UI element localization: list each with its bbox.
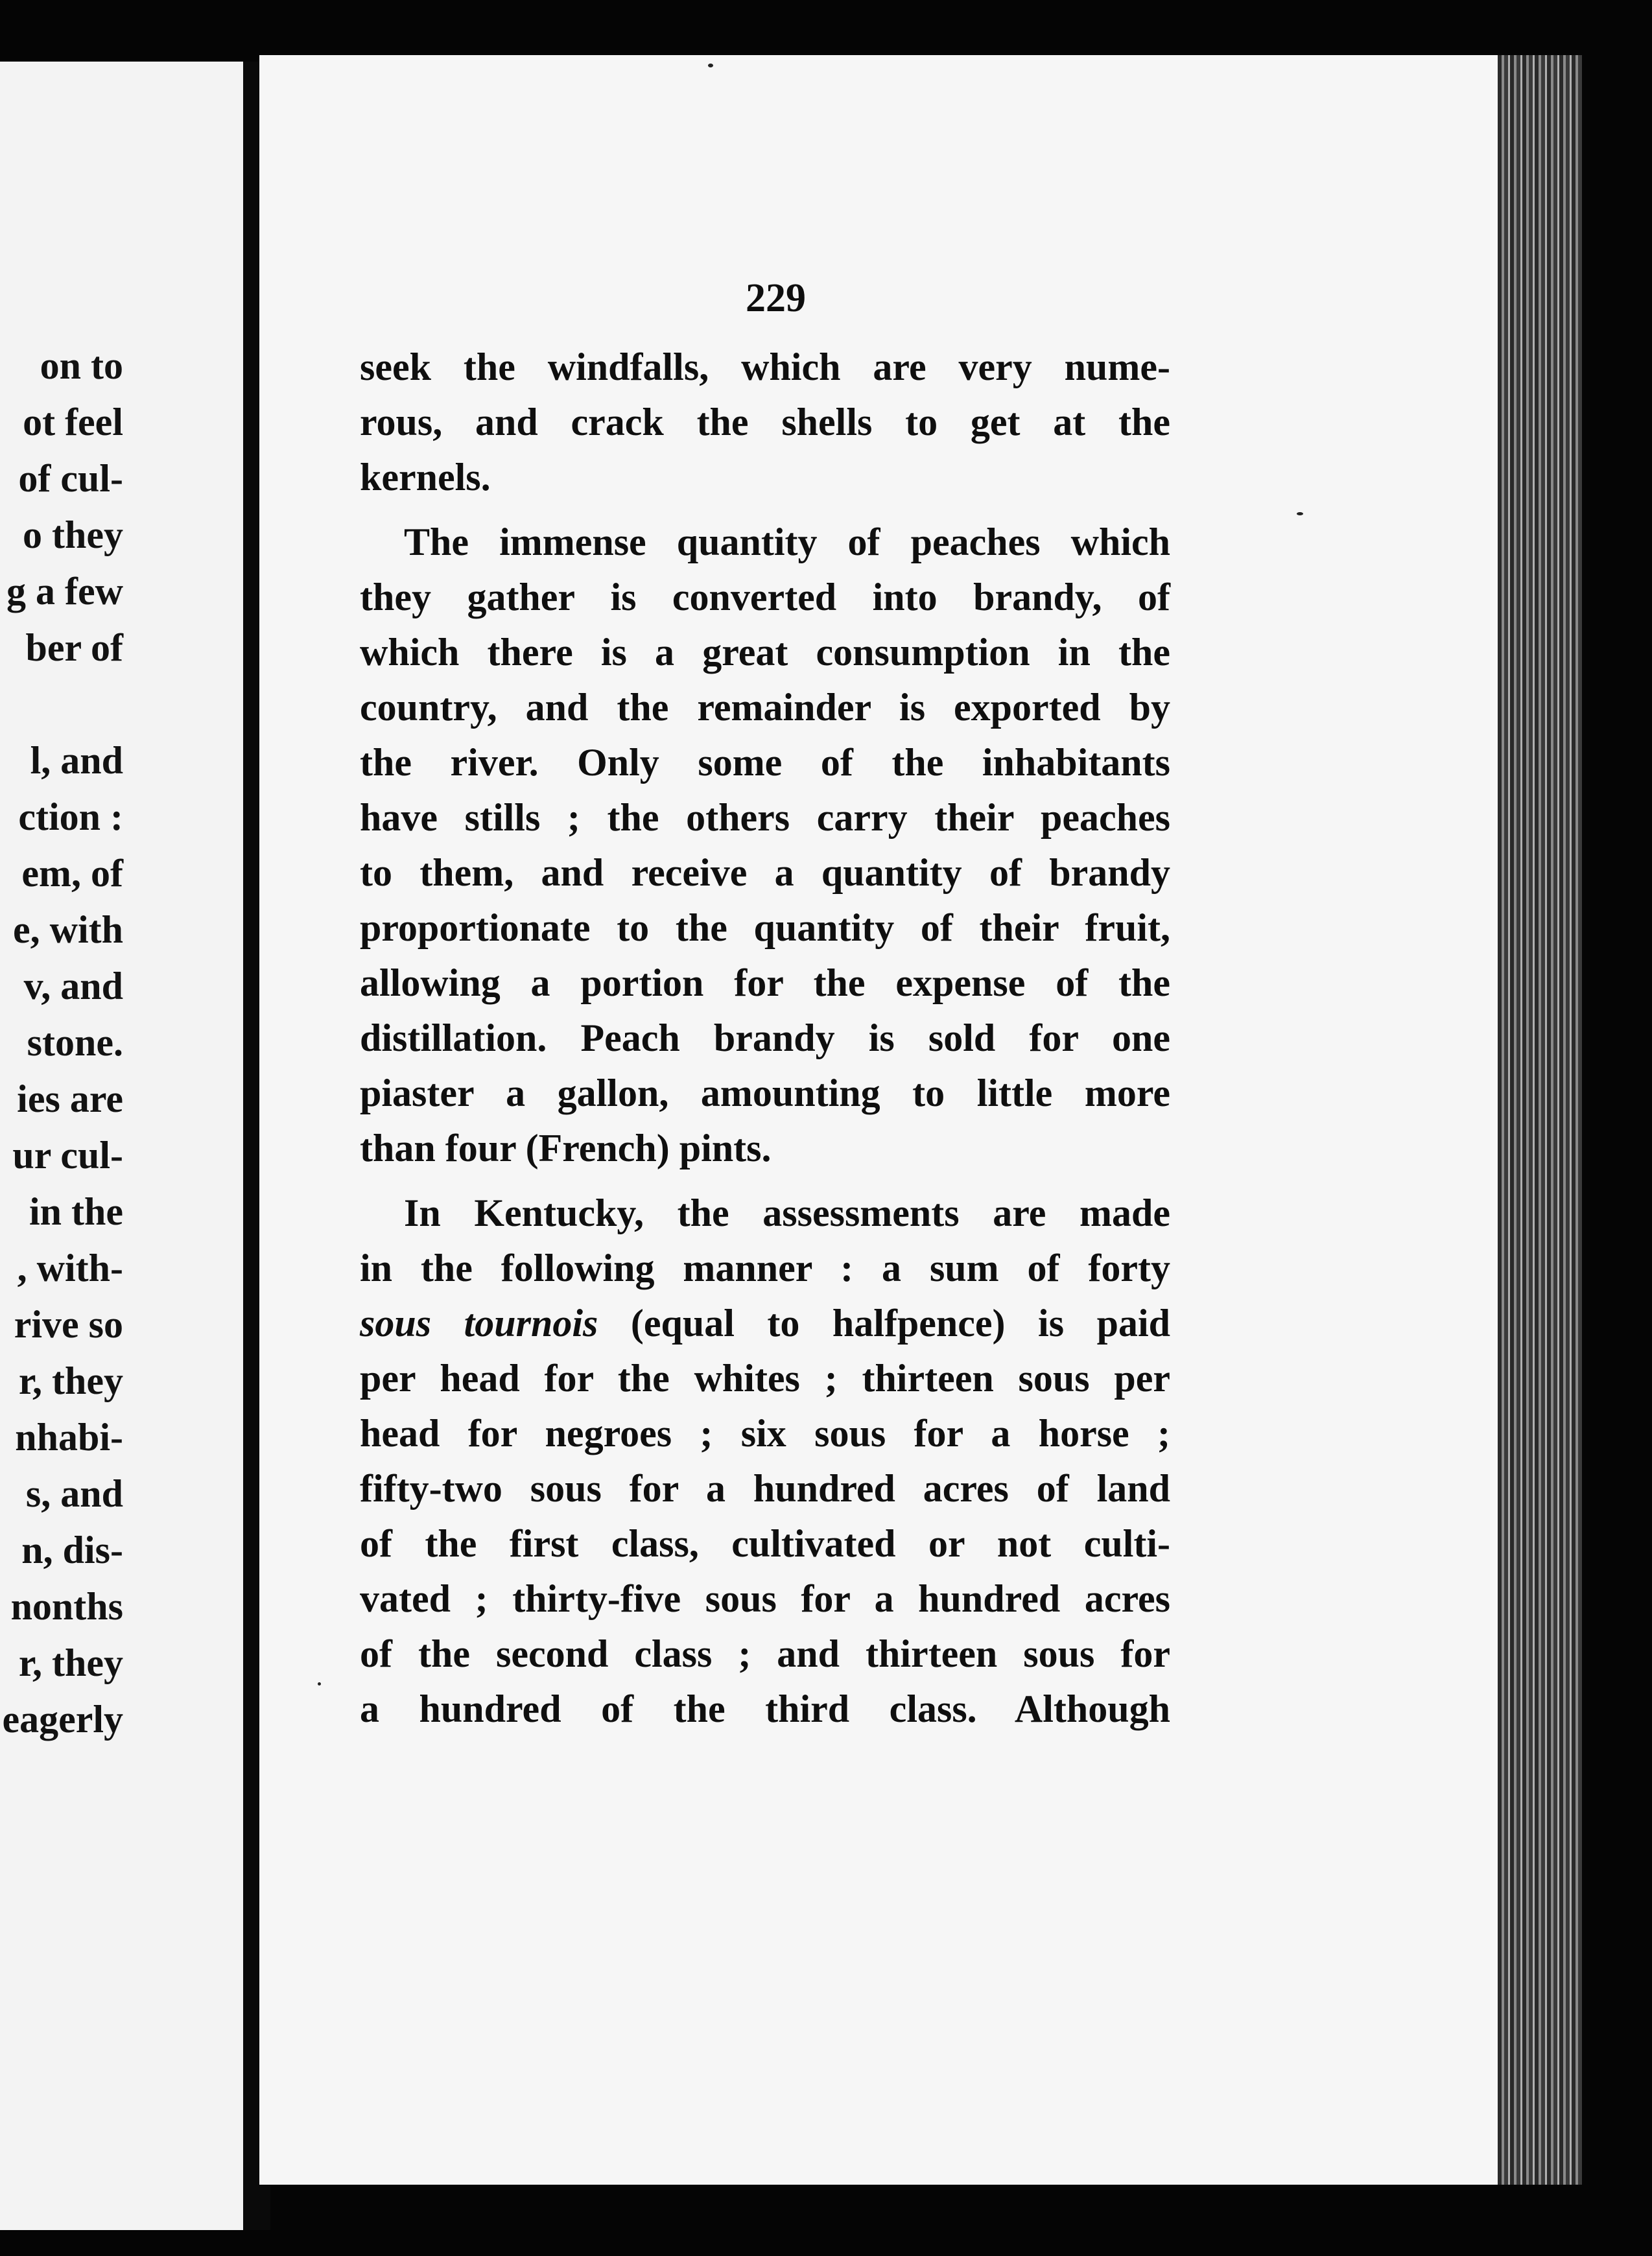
- text-line: vated ; thirty-five sous for a hundred acres: [360, 1577, 1170, 1620]
- facing-page-text-fragments: [0, 62, 243, 2230]
- facing-page-fragment: ur cul-: [12, 1134, 123, 1177]
- facing-page-fragment: , with-: [17, 1247, 123, 1289]
- text-line: head for negroes ; six sous for a horse ;: [360, 1412, 1170, 1455]
- facing-page-fragment: in the: [29, 1190, 123, 1233]
- facing-page-fragment: stone.: [27, 1021, 123, 1064]
- facing-page-fragment: s, and: [25, 1472, 123, 1515]
- italic-phrase: sous tournois: [360, 1302, 598, 1345]
- facing-page-fragment: on to: [40, 344, 123, 387]
- text-line: allowing a portion for the expense of the: [360, 961, 1170, 1004]
- facing-page-left: [0, 62, 243, 2230]
- facing-page-fragment: r, they: [18, 1641, 123, 1684]
- ink-speck: [708, 64, 713, 67]
- facing-page-fragment: ot feel: [23, 401, 123, 443]
- text-line-with-italic: sous tournois (equal to halfpence) is paid: [360, 1302, 1170, 1345]
- ink-speck: [318, 1682, 321, 1686]
- text-line: kernels.: [360, 456, 491, 499]
- text-line: a hundred of the third class. Although: [360, 1687, 1170, 1730]
- text-line: rous, and crack the shells to get at the: [360, 401, 1170, 443]
- text-line: seek the windfalls, which are very nume-: [360, 346, 1170, 388]
- text-line: proportionate to the quantity of their fruit,: [360, 906, 1170, 949]
- facing-page-fragment: eagerly: [2, 1698, 123, 1741]
- text-line: the river. Only some of the inhabitants: [360, 741, 1170, 784]
- facing-page-fragment: ies are: [17, 1077, 123, 1120]
- facing-page-fragment: n, dis-: [21, 1529, 123, 1571]
- page-number: 229: [746, 276, 806, 320]
- text-line: piaster a gallon, amounting to little more: [360, 1072, 1170, 1114]
- facing-page-fragment: g a few: [6, 570, 123, 613]
- facing-page-fragment: e, with: [13, 908, 123, 951]
- facing-page-fragment: o they: [23, 513, 123, 556]
- facing-page-fragment: em, of: [21, 852, 123, 895]
- text-line: fifty-two sous for a hundred acres of land: [360, 1467, 1170, 1510]
- text-line: in the following manner : a sum of forty: [360, 1247, 1170, 1289]
- text-line: which there is a great consumption in the: [360, 631, 1170, 674]
- facing-page-fragment: ction :: [18, 795, 123, 838]
- facing-page-fragment: v, and: [23, 965, 123, 1007]
- facing-page-fragment: rive so: [14, 1303, 123, 1346]
- page-edges: [1498, 55, 1582, 2185]
- text-line: to them, and receive a quantity of brandy: [360, 851, 1170, 894]
- text-line: per head for the whites ; thirteen sous per: [360, 1357, 1170, 1400]
- ink-speck: [1297, 512, 1303, 515]
- text-line: In Kentucky, the assessments are made: [404, 1192, 1170, 1234]
- facing-page-fragment: nonths: [10, 1585, 123, 1628]
- facing-page-fragment: of cul-: [18, 457, 123, 500]
- facing-page-fragment: nhabi-: [15, 1416, 123, 1459]
- facing-page-fragment: ber of: [25, 626, 123, 669]
- text-line: they gather is converted into brandy, of: [360, 576, 1170, 618]
- facing-page-fragment: r, they: [18, 1359, 123, 1402]
- text-line: have stills ; the others carry their peaches: [360, 796, 1170, 839]
- text-line: The immense quantity of peaches which: [404, 521, 1170, 563]
- text-line: distillation. Peach brandy is sold for one: [360, 1016, 1170, 1059]
- text-line: country, and the remainder is exported by: [360, 686, 1170, 729]
- facing-page-fragment: l, and: [30, 739, 123, 782]
- text-line: of the second class ; and thirteen sous for: [360, 1632, 1170, 1675]
- text-line: than four (French) pints.: [360, 1127, 772, 1169]
- text-line: of the first class, cultivated or not culti-: [360, 1522, 1170, 1565]
